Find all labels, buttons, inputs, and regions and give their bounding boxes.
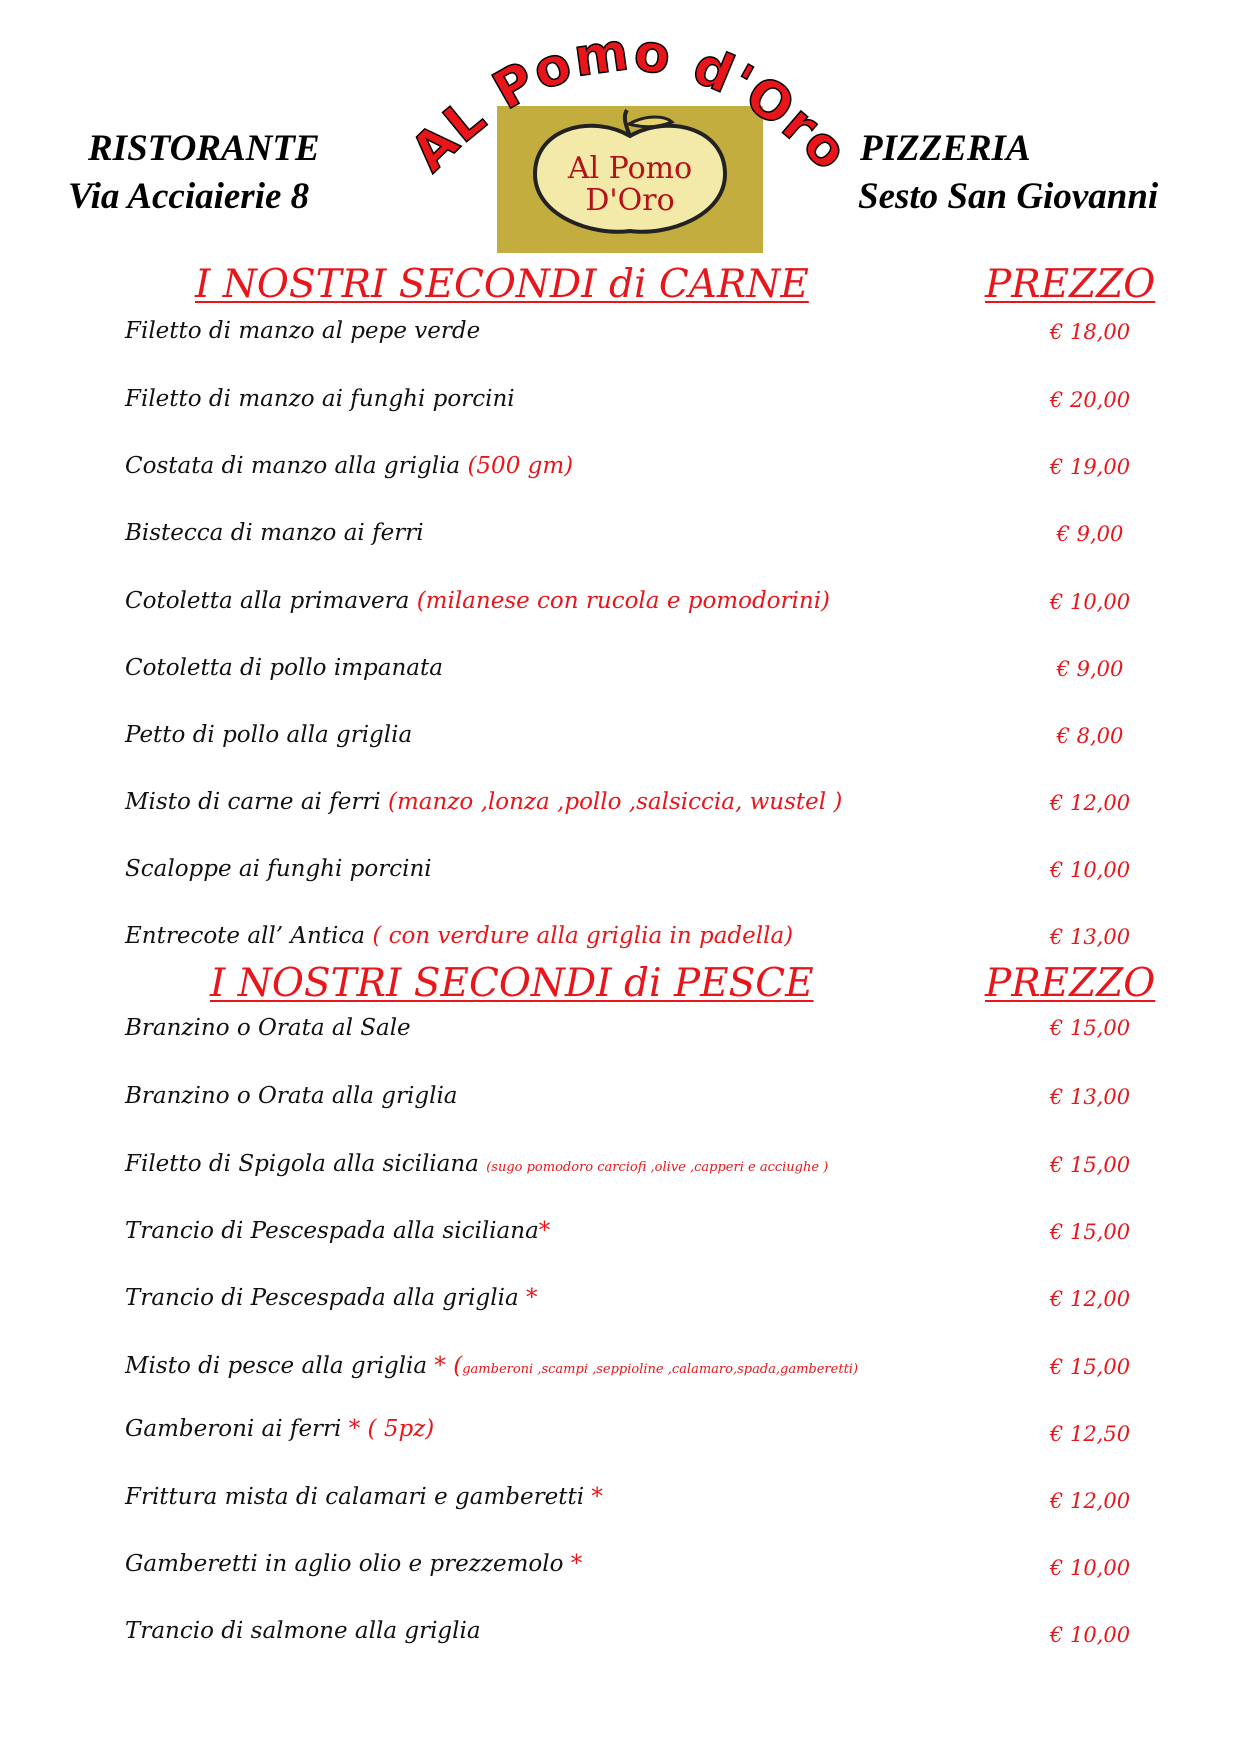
logo-inner-line2: D'Oro — [585, 183, 675, 218]
dish-price: € 20,00 — [1049, 388, 1131, 412]
logo-arc — [395, 28, 865, 198]
dish-price: € 9,00 — [1056, 522, 1124, 546]
dish-name: Costata di manzo alla griglia (500 gm) — [125, 453, 574, 479]
dish-price: € 12,50 — [1049, 1422, 1131, 1446]
dish-name: Trancio di salmone alla griglia — [125, 1618, 481, 1644]
dish-name: Branzino o Orata al Sale — [125, 1015, 411, 1041]
dish-name: Filetto di manzo ai funghi porcini — [125, 386, 515, 412]
dish-price: € 13,00 — [1049, 1085, 1131, 1109]
price-header-pesce: PREZZO — [985, 961, 1156, 1006]
dish-name: Gamberetti in aglio olio e prezzemolo * — [125, 1551, 583, 1577]
dish-note: * — [538, 1218, 551, 1244]
dish-price: € 10,00 — [1049, 858, 1131, 882]
price-header-carne: PREZZO — [985, 262, 1156, 307]
dish-price: € 12,00 — [1049, 1287, 1131, 1311]
dish-note: * ( 5pz) — [348, 1416, 435, 1442]
dish-name: Branzino o Orata alla griglia — [125, 1083, 458, 1109]
header-ristorante: RISTORANTE — [88, 128, 320, 169]
dish-name: Misto di carne ai ferri (manzo ,lonza ,pollo ,salsiccia, wustel ) — [125, 789, 843, 815]
dish-note: ( con verdure alla griglia in padella) — [372, 923, 794, 949]
dish-name: Filetto di Spigola alla siciliana (sugo pomodoro carciofi ,olive ,capperi e acciughe ) — [125, 1151, 829, 1177]
dish-note: * ( — [434, 1353, 463, 1379]
dish-price: € 15,00 — [1049, 1355, 1131, 1379]
dish-note: (500 gm) — [467, 453, 574, 479]
dish-name: Cotoletta alla primavera (milanese con rucola e pomodorini) — [125, 588, 831, 614]
svg-text:AL Pomo d'Oro — [400, 28, 860, 183]
dish-price: € 15,00 — [1049, 1220, 1131, 1244]
dish-price: € 10,00 — [1049, 590, 1131, 614]
dish-note: * — [591, 1484, 603, 1510]
dish-name: Frittura mista di calamari e gamberetti * — [125, 1484, 603, 1510]
dish-name: Scaloppe ai funghi porcini — [125, 856, 432, 882]
dish-name: Gamberoni ai ferri * ( 5pz) — [125, 1416, 435, 1442]
dish-name: Bistecca di manzo ai ferri — [125, 520, 424, 546]
dish-price: € 15,00 — [1049, 1153, 1131, 1177]
dish-price: € 12,00 — [1049, 1489, 1131, 1513]
dish-note: (sugo pomodoro carciofi ,olive ,capperi e acciughe ) — [486, 1160, 829, 1175]
dish-name: Petto di pollo alla griglia — [125, 722, 413, 748]
dish-price: € 19,00 — [1049, 455, 1131, 479]
dish-price: € 10,00 — [1049, 1556, 1131, 1580]
dish-note: (manzo ,lonza ,pollo ,salsiccia, wustel ) — [387, 789, 843, 815]
dish-price: € 8,00 — [1056, 724, 1124, 748]
header-city: Sesto San Giovanni — [858, 176, 1159, 217]
dish-name: Misto di pesce alla griglia * (gamberoni ,scampi ,seppioline ,calamaro,spada,gamberetti) — [125, 1353, 859, 1379]
dish-price: € 9,00 — [1056, 657, 1124, 681]
header-pizzeria: PIZZERIA — [860, 128, 1031, 169]
dish-price: € 10,00 — [1049, 1623, 1131, 1647]
logo-inner-line1: Al Pomo — [567, 151, 693, 186]
section-title-carne: I NOSTRI SECONDI di CARNE — [195, 262, 809, 307]
dish-price: € 15,00 — [1049, 1016, 1131, 1040]
logo-arc-text: AL Pomo d'Oro — [399, 28, 861, 184]
dish-price: € 18,00 — [1049, 320, 1131, 344]
dish-price: € 12,00 — [1049, 791, 1131, 815]
dish-name: Entrecote all’ Antica ( con verdure alla griglia in padella) — [125, 923, 794, 949]
dish-price: € 13,00 — [1049, 925, 1131, 949]
dish-name: Trancio di Pescespada alla siciliana* — [125, 1218, 551, 1244]
dish-name: Filetto di manzo al pepe verde — [125, 318, 481, 344]
dish-note: * — [525, 1285, 538, 1311]
dish-note-detail: gamberoni ,scampi ,seppioline ,calamaro,spada,gamberetti) — [462, 1362, 859, 1377]
dish-name: Trancio di Pescespada alla griglia * — [125, 1285, 538, 1311]
dish-note: * — [570, 1551, 583, 1577]
dish-name: Cotoletta di pollo impanata — [125, 655, 443, 681]
header-address: Via Acciaierie 8 — [68, 176, 310, 217]
dish-note: (milanese con rucola e pomodorini) — [416, 588, 831, 614]
section-title-pesce: I NOSTRI SECONDI di PESCE — [210, 961, 814, 1006]
